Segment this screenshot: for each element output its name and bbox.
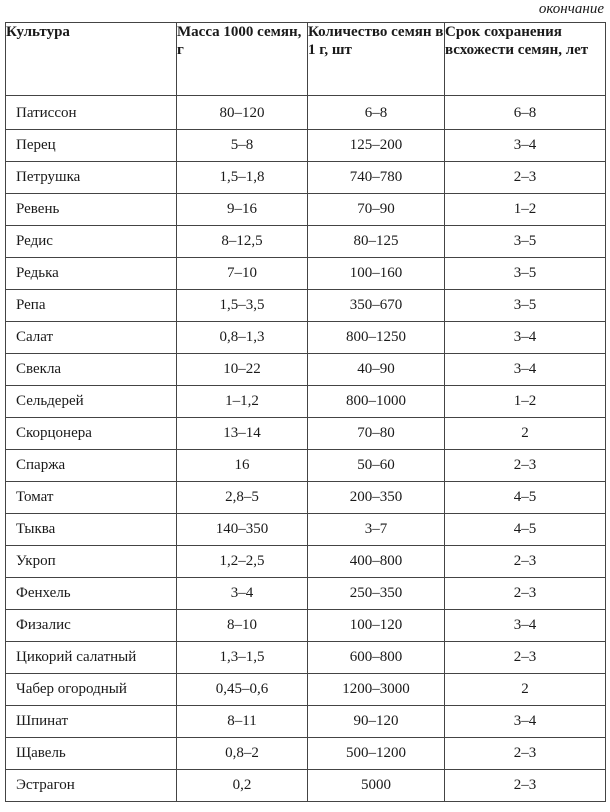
cell-germination-period: 2–3: [445, 546, 606, 578]
cell-seed-mass: 16: [177, 450, 308, 482]
cell-crop: Патиссон: [6, 96, 177, 130]
table-row: [6, 354, 606, 386]
cell-crop: Физалис: [6, 610, 177, 642]
header-seeds-per-gram: Количество семян в 1 г, шт: [308, 23, 445, 96]
cell-crop: Свекла: [6, 354, 177, 386]
cell-crop: Укроп: [6, 546, 177, 578]
cell-germination-period: 3–4: [445, 354, 606, 386]
cell-seed-mass: 2,8–5: [177, 482, 308, 514]
cell-germination-period: 6–8: [445, 96, 606, 130]
cell-seed-mass: 1,5–1,8: [177, 162, 308, 194]
cell-crop: Репа: [6, 290, 177, 322]
cell-seed-mass: 3–4: [177, 578, 308, 610]
header-seed-mass: Масса 1000 семян, г: [177, 23, 308, 96]
table-row: [6, 770, 606, 802]
cell-crop: Редька: [6, 258, 177, 290]
table-row: [6, 290, 606, 322]
cell-seeds-per-gram: 3–7: [308, 514, 445, 546]
cell-germination-period: 3–5: [445, 258, 606, 290]
cell-germination-period: 2–3: [445, 162, 606, 194]
table-row: [6, 546, 606, 578]
table-continuation-caption: окончание: [538, 1, 604, 17]
cell-seeds-per-gram: 125–200: [308, 130, 445, 162]
cell-crop: Чабер огородный: [6, 674, 177, 706]
table-row: [6, 96, 606, 130]
cell-germination-period: 2–3: [445, 450, 606, 482]
table-row: [6, 578, 606, 610]
cell-seed-mass: 0,2: [177, 770, 308, 802]
cell-seeds-per-gram: 200–350: [308, 482, 445, 514]
cell-germination-period: 4–5: [445, 514, 606, 546]
cell-germination-period: 4–5: [445, 482, 606, 514]
cell-germination-period: 3–4: [445, 130, 606, 162]
cell-seed-mass: 7–10: [177, 258, 308, 290]
table-row: [6, 642, 606, 674]
table-row: [6, 706, 606, 738]
table-row: [6, 482, 606, 514]
cell-seed-mass: 0,8–2: [177, 738, 308, 770]
cell-crop: Шпинат: [6, 706, 177, 738]
cell-seeds-per-gram: 70–80: [308, 418, 445, 450]
cell-seed-mass: 8–10: [177, 610, 308, 642]
cell-crop: Ревень: [6, 194, 177, 226]
cell-germination-period: 2–3: [445, 642, 606, 674]
cell-seeds-per-gram: 800–1250: [308, 322, 445, 354]
cell-germination-period: 3–4: [445, 706, 606, 738]
table-row: [6, 226, 606, 258]
cell-seeds-per-gram: 90–120: [308, 706, 445, 738]
cell-seed-mass: 0,8–1,3: [177, 322, 308, 354]
cell-germination-period: 3–5: [445, 290, 606, 322]
cell-germination-period: 1–2: [445, 194, 606, 226]
cell-seeds-per-gram: 740–780: [308, 162, 445, 194]
cell-seed-mass: 9–16: [177, 194, 308, 226]
table-row: [6, 418, 606, 450]
cell-seed-mass: 1,5–3,5: [177, 290, 308, 322]
cell-crop: Перец: [6, 130, 177, 162]
cell-germination-period: 2–3: [445, 738, 606, 770]
table-row: [6, 738, 606, 770]
cell-seeds-per-gram: 400–800: [308, 546, 445, 578]
cell-seeds-per-gram: 350–670: [308, 290, 445, 322]
cell-seed-mass: 8–12,5: [177, 226, 308, 258]
header-crop: Культура: [6, 23, 177, 96]
cell-seed-mass: 1,3–1,5: [177, 642, 308, 674]
cell-crop: Петрушка: [6, 162, 177, 194]
cell-germination-period: 3–5: [445, 226, 606, 258]
seed-data-table: [5, 22, 606, 802]
cell-seeds-per-gram: 50–60: [308, 450, 445, 482]
cell-germination-period: 2: [445, 674, 606, 706]
cell-seeds-per-gram: 500–1200: [308, 738, 445, 770]
table-row: [6, 194, 606, 226]
cell-crop: Редис: [6, 226, 177, 258]
cell-crop: Эстрагон: [6, 770, 177, 802]
table-row: [6, 674, 606, 706]
cell-seeds-per-gram: 70–90: [308, 194, 445, 226]
table-row: [6, 162, 606, 194]
cell-seeds-per-gram: 100–120: [308, 610, 445, 642]
cell-germination-period: 2–3: [445, 770, 606, 802]
cell-seeds-per-gram: 100–160: [308, 258, 445, 290]
header-germination-period: Срок сохранения всхожести семян, лет: [445, 23, 606, 96]
cell-seeds-per-gram: 1200–3000: [308, 674, 445, 706]
table-row: [6, 450, 606, 482]
cell-germination-period: 2–3: [445, 578, 606, 610]
table-row: [6, 386, 606, 418]
cell-seed-mass: 13–14: [177, 418, 308, 450]
cell-germination-period: 1–2: [445, 386, 606, 418]
table-row: [6, 322, 606, 354]
cell-seeds-per-gram: 800–1000: [308, 386, 445, 418]
cell-crop: Скорцонера: [6, 418, 177, 450]
cell-germination-period: 2: [445, 418, 606, 450]
cell-crop: Спаржа: [6, 450, 177, 482]
table-row: [6, 258, 606, 290]
table-header-row: [6, 23, 606, 96]
cell-seeds-per-gram: 600–800: [308, 642, 445, 674]
cell-crop: Сельдерей: [6, 386, 177, 418]
cell-seed-mass: 1,2–2,5: [177, 546, 308, 578]
cell-crop: Салат: [6, 322, 177, 354]
cell-seed-mass: 5–8: [177, 130, 308, 162]
cell-crop: Щавель: [6, 738, 177, 770]
cell-seeds-per-gram: 5000: [308, 770, 445, 802]
cell-crop: Тыква: [6, 514, 177, 546]
cell-seed-mass: 80–120: [177, 96, 308, 130]
cell-germination-period: 3–4: [445, 610, 606, 642]
cell-crop: Фенхель: [6, 578, 177, 610]
cell-seed-mass: 0,45–0,6: [177, 674, 308, 706]
cell-seeds-per-gram: 250–350: [308, 578, 445, 610]
cell-seeds-per-gram: 6–8: [308, 96, 445, 130]
cell-seed-mass: 140–350: [177, 514, 308, 546]
cell-germination-period: 3–4: [445, 322, 606, 354]
table-row: [6, 130, 606, 162]
cell-crop: Томат: [6, 482, 177, 514]
table-row: [6, 514, 606, 546]
cell-crop: Цикорий салатный: [6, 642, 177, 674]
cell-seeds-per-gram: 40–90: [308, 354, 445, 386]
table-row: [6, 610, 606, 642]
cell-seed-mass: 10–22: [177, 354, 308, 386]
cell-seed-mass: 8–11: [177, 706, 308, 738]
cell-seed-mass: 1–1,2: [177, 386, 308, 418]
cell-seeds-per-gram: 80–125: [308, 226, 445, 258]
